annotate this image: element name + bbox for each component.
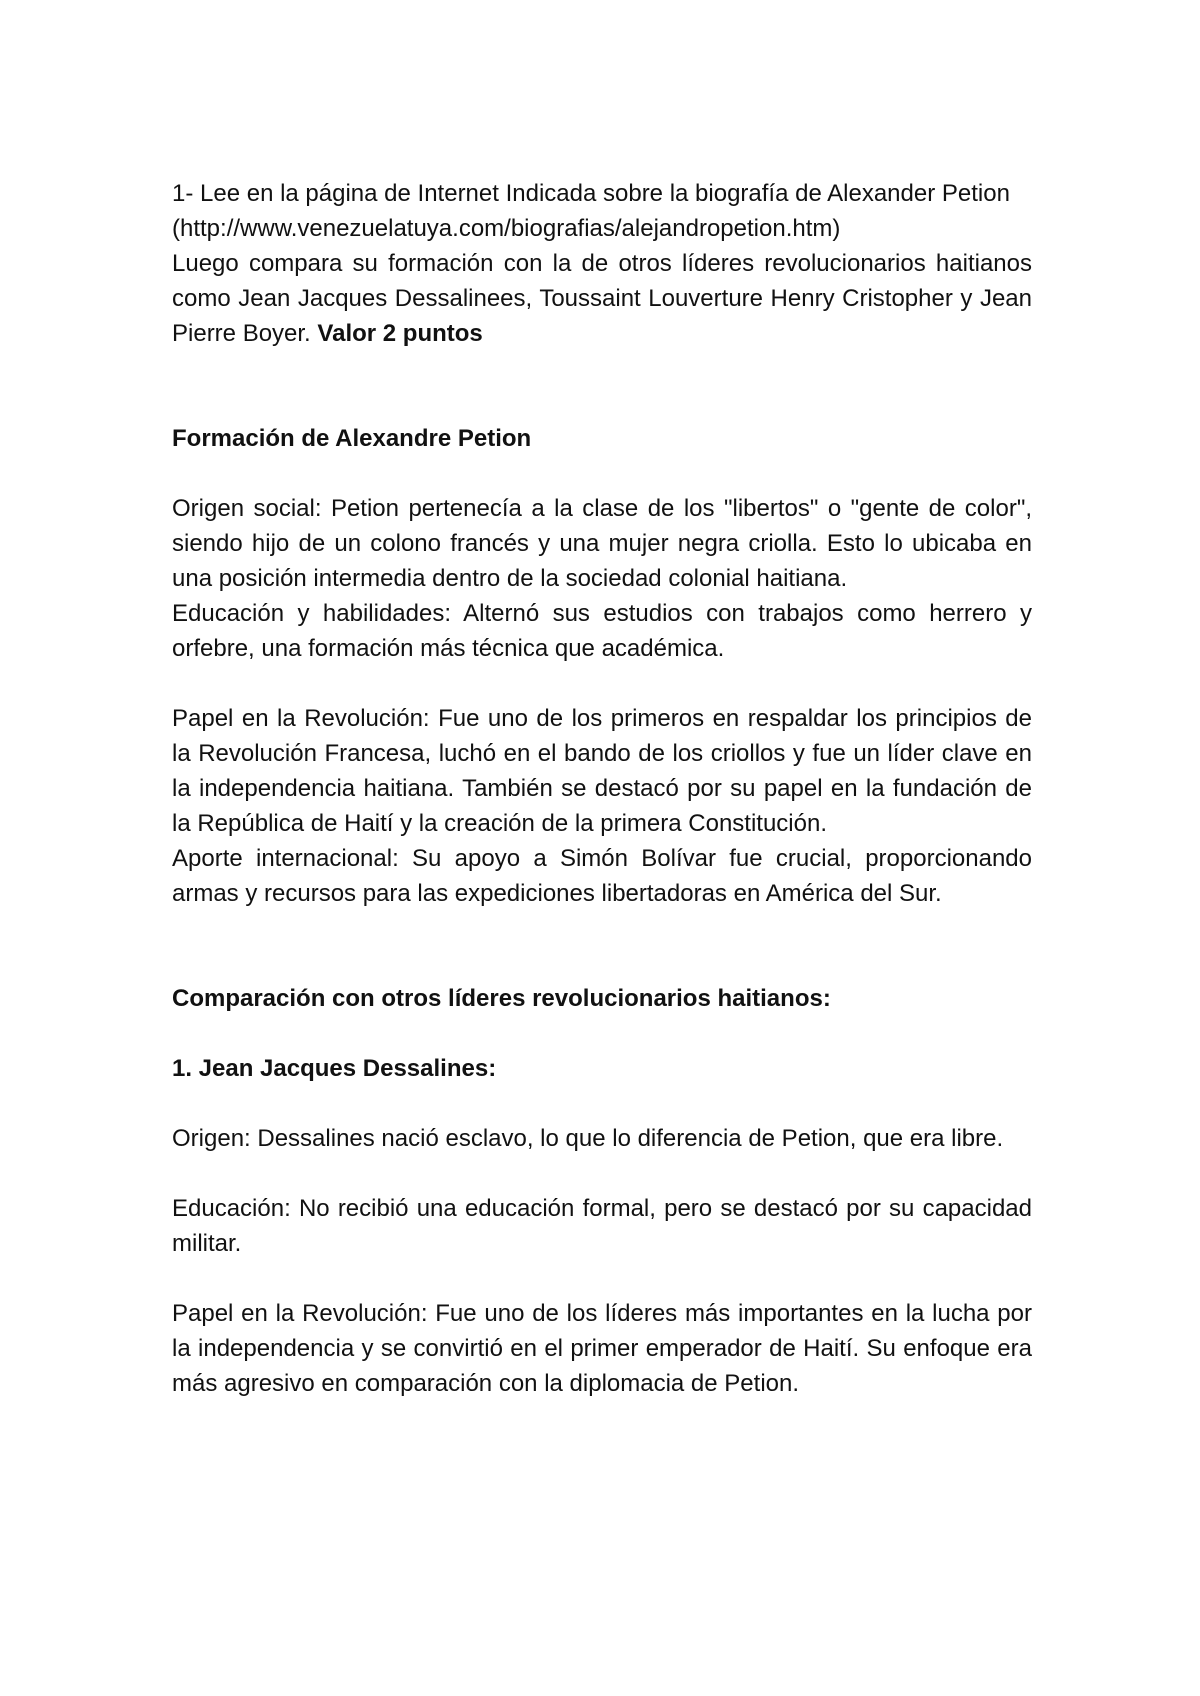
section-heading-petion: Formación de Alexandre Petion	[172, 425, 532, 452]
instruction-url: (http://www.venezuelatuya.com/biografias/alejandropetion.htm)	[172, 215, 841, 242]
paragraph-education: Educación y habilidades: Alternó sus estudios con trabajos como herrero y orfebre, una formación más técnica que académica.	[172, 600, 1032, 662]
paragraph-dessalines-origin: Origen: Dessalines nació esclavo, lo que lo diferencia de Petion, que era libre.	[172, 1125, 1004, 1152]
paragraph-origin: Origen social: Petion pertenecía a la clase de los "libertos" o "gente de color", siendo hijo de un colono francés y una mujer negra criolla. Esto lo ubicaba en una posición intermedia dentro de la sociedad colonial haitiana.	[172, 495, 1032, 592]
section-heading-comparison: Comparación con otros líderes revolucionarios haitianos:	[172, 985, 831, 1012]
leader-heading-dessalines: 1. Jean Jacques Dessalines:	[172, 1055, 497, 1082]
paragraph-dessalines-education: Educación: No recibió una educación formal, pero se destacó por su capacidad militar.	[172, 1195, 1032, 1257]
instruction-value: Valor 2 puntos	[317, 320, 483, 347]
document-body	[172, 176, 1032, 1401]
instruction-line: 1- Lee en la página de Internet Indicada sobre la biografía de Alexander Petion	[172, 180, 1010, 207]
paragraph-role: Papel en la Revolución: Fue uno de los primeros en respaldar los principios de la Revolución Francesa, luchó en el bando de los criollos y fue un líder clave en la independencia haitiana. También se destacó por su papel en la fundación de la República de Haití y la creación de la primera Constitución.	[172, 705, 1032, 837]
paragraph-international: Aporte internacional: Su apoyo a Simón Bolívar fue crucial, proporcionando armas y recursos para las expediciones libertadoras en América del Sur.	[172, 845, 1032, 907]
paragraph-dessalines-role: Papel en la Revolución: Fue uno de los líderes más importantes en la lucha por la independencia y se convirtió en el primer emperador de Haití. Su enfoque era más agresivo en comparación con la diplomacia de Petion.	[172, 1300, 1032, 1397]
instruction-task-text: Luego compara su formación con la de otros líderes revolucionarios haitianos como Jean Jacques Dessalinees, Toussaint Louverture Henry Cristopher y Jean Pierre Boyer.	[172, 250, 1032, 347]
instruction-task	[172, 246, 1032, 351]
